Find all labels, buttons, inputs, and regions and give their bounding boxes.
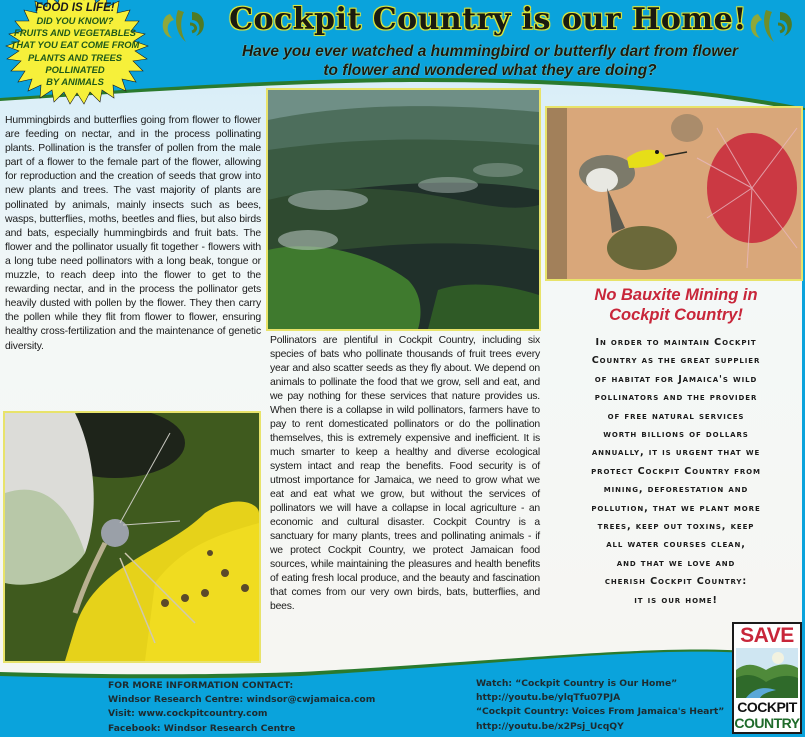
contact-heading: FOR MORE INFORMATION CONTACT: [108, 680, 294, 691]
subtitle-line: Have you ever watched a hummingbird or butterfly dart from flower [241, 43, 739, 60]
hummingbird-image [547, 108, 801, 279]
hummingbird-photo [545, 106, 803, 281]
left-column-text: Hummingbirds and butterflies going from flower to flower are feeding on nectar, and in the process pollinating plants. Pollination is the transfer of pollen from the male part of a flower to the female part of the flower, allowing for reproduction and the creation of seeds that grow into new plants and trees. The vast majority of plants are pollinated by animals, mainly insects such as bees, wasps, butterflies, moths, beetles and flies, but also birds and bats, especially hummingbirds and fruit bats. The flower and the pollinator usually fit together - flowers with a long tube need pollinators with a long beak, tongue or muzzle, to reach deep into the flower to get to the rewarding nectar, and in the process the pollinator gets heavily dusted with pollen by the flower. They then carry the pollen while they flit from flower to flower, ensuring healthy cross-fertilization and the maintenance of genetic diversity. [5, 115, 261, 352]
page-title: Cockpit Country is our Home! [229, 2, 747, 37]
body-line: it is our home! [634, 594, 718, 606]
logo-country-text: COUNTRY [734, 715, 800, 731]
body-line: cherish Cockpit Country: [604, 576, 748, 588]
body-line: protect Cockpit Country from [591, 465, 761, 477]
body-line: annually, it is urgent that we [591, 447, 761, 459]
starburst-line: POLLINATED [45, 63, 105, 75]
starburst-line: THAT YOU EAT COME FROM [10, 39, 140, 51]
video-2-link[interactable]: http://youtu.be/x2Psj_UcqQY [476, 720, 624, 732]
facebook-link[interactable]: Facebook: Windsor Research Centre [108, 722, 296, 734]
body-line: pollinators and the provider [594, 392, 758, 404]
forest-photo [266, 88, 541, 331]
body-line: Country as the great supplier [591, 355, 761, 367]
logo-cockpit-text: COCKPIT [737, 699, 797, 715]
video-1-link[interactable]: http://youtu.be/ylqTfu07PJA [476, 692, 621, 704]
save-cockpit-country-logo [732, 622, 802, 734]
starburst-line: BY ANIMALS [46, 76, 104, 88]
food-is-life-starburst [0, 0, 150, 100]
video-1-title: Watch: “Cockpit Country is Our Home” [476, 678, 678, 689]
subtitle-line: to flower and wondered what they are doing? [323, 62, 657, 79]
video-links [476, 677, 736, 734]
fern-ornament-icon [156, 6, 212, 46]
fern-ornament-icon [744, 6, 800, 46]
contact-info [108, 679, 428, 736]
heading-line: No Bauxite Mining in [594, 286, 758, 304]
logo-save-text: SAVE [740, 624, 794, 647]
butterfly-on-flower-image [5, 413, 259, 661]
starburst-heading: FOOD IS LIFE! [35, 2, 115, 14]
body-line: In order to maintain Cockpit [595, 337, 757, 348]
body-line: of habitat for Jamaica's wild [594, 373, 758, 385]
body-line: trees, keep out toxins, keep [597, 521, 755, 533]
middle-column-text: Pollinators are plentiful in Cockpit Country, including six species of bats who pollinate thousands of fruit trees every year and also scatter seeds as they fly about. We depend on animals to pollinate the food that we grow, sell and eat, and we pay nothing for these services that nature provides us. When there is a collapse in wild pollinators, farmers have to pay to rent domesticated pollinators or do the pollination themselves, this is extremely expensive and inefficient. It is much smarter to keep a healthy and diverse ecological system intact and reap the benefits. Food security is of utmost importance for Jamaica, we need to grow what we eat and eat what we grow, but without the services of pollinators we will have a collapse in local agriculture - an economic and cultural disaster. Cockpit Country is a sanctuary for many plants, trees and pollinating animals - if we protect Cockpit Country, we protect Jamaican food sources, while maintaining the pleasures and health benefits of eating fresh local produce, and the beauty and fascination that comes from our very own birds, bats, butterflies, and bees. [270, 335, 540, 612]
contact-email-link[interactable]: Windsor Research Centre: windsor@cwjamaica.com [108, 694, 376, 706]
starburst-text [0, 2, 150, 88]
right-column-body [548, 334, 804, 610]
body-line: pollution, that we plant more [591, 502, 761, 514]
forest-landscape-image [268, 90, 539, 329]
page-subtitle [210, 42, 770, 80]
logo-landscape-icon [736, 648, 798, 698]
starburst-line: DID YOU KNOW? [36, 15, 114, 26]
body-line: of free natural services [607, 410, 745, 422]
butterfly-photo [3, 411, 261, 663]
starburst-line: FRUITS AND VEGETABLES [14, 27, 136, 39]
no-bauxite-heading [548, 285, 804, 325]
body-line: all water courses clean, [606, 539, 746, 551]
body-line: and that we love and [616, 557, 736, 569]
video-2-title: “Cockpit Country: Voices From Jamaica's Heart” [476, 706, 725, 718]
body-line: worth billions of dollars [603, 429, 749, 441]
heading-line: Cockpit Country! [609, 306, 743, 324]
starburst-line: PLANTS AND TREES [28, 51, 122, 63]
website-link[interactable]: Visit: www.cockpitcountry.com [108, 708, 268, 720]
body-line: mining, deforestation and [603, 484, 749, 496]
